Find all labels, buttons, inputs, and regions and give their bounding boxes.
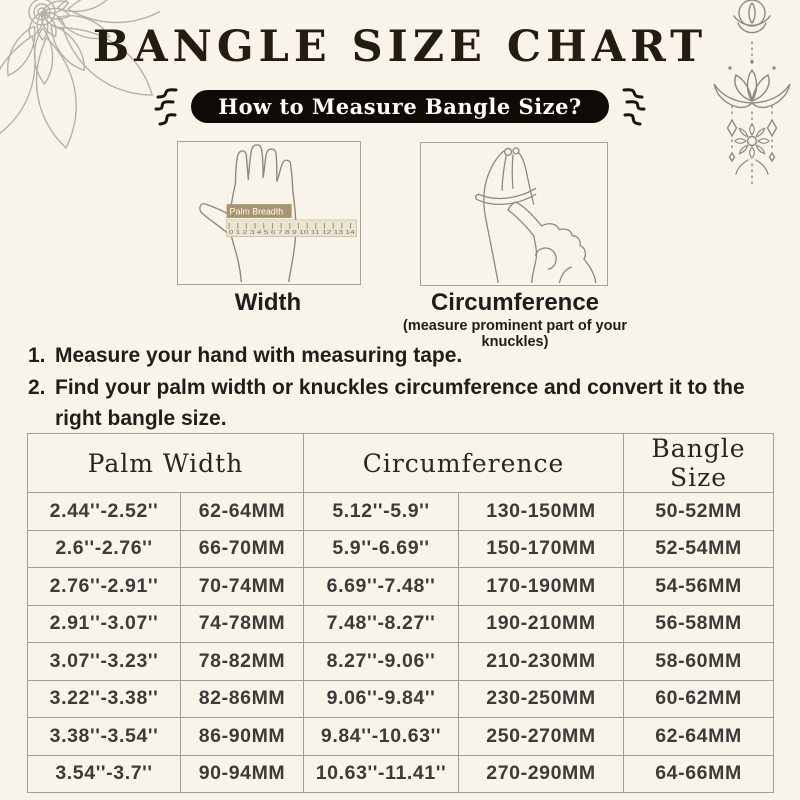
palm-width-in: 2.91''-3.07'' [28, 605, 181, 643]
circumference-mm: 250-270MM [459, 718, 624, 756]
bangle-size-mm: 58-60MM [624, 643, 774, 681]
circumference-subcaption: (measure prominent part of your knuckles) [403, 318, 627, 350]
table-header-row [28, 434, 774, 493]
bangle-size-mm: 60-62MM [624, 680, 774, 718]
instruction-step-2 [28, 372, 768, 435]
palm-width-mm: 62-64MM [181, 493, 304, 531]
table-row [28, 605, 774, 643]
bangle-size-table [27, 433, 774, 793]
how-to-measure-badge: How to Measure Bangle Size? [191, 90, 609, 123]
squiggle-left-icon [145, 84, 181, 128]
circumference-in: 7.48''-8.27'' [304, 605, 459, 643]
bangle-size-mm: 64-66MM [624, 755, 774, 793]
circumference-illustration [420, 142, 608, 286]
palm-width-in: 3.07''-3.23'' [28, 643, 181, 681]
bangle-size-mm: 62-64MM [624, 718, 774, 756]
palm-breadth-tape-label: Palm Breadth [229, 206, 284, 217]
step-number: 2. [28, 375, 46, 399]
badge-row [0, 84, 800, 128]
column-header-circumference: Circumference [304, 434, 624, 493]
instruction-step-1 [28, 340, 768, 372]
circumference-mm: 210-230MM [459, 643, 624, 681]
page-title: BANGLE SIZE CHART [92, 22, 708, 72]
palm-width-in: 3.38''-3.54'' [28, 718, 181, 756]
hand-with-ruler-drawing [178, 142, 358, 282]
circumference-mm: 190-210MM [459, 605, 624, 643]
table-row [28, 643, 774, 681]
circumference-in: 8.27''-9.06'' [304, 643, 459, 681]
table-row [28, 568, 774, 606]
circumference-in: 9.84''-10.63'' [304, 718, 459, 756]
palm-width-mm: 90-94MM [181, 755, 304, 793]
table-row [28, 718, 774, 756]
palm-width-in: 2.44''-2.52'' [28, 493, 181, 531]
squiggle-right-icon [619, 84, 655, 128]
palm-width-mm: 82-86MM [181, 680, 304, 718]
table-row [28, 530, 774, 568]
palm-width-in: 3.22''-3.38'' [28, 680, 181, 718]
column-header-bangle-size: Bangle Size [624, 434, 774, 493]
table-row [28, 493, 774, 531]
circumference-in: 5.12''-5.9'' [304, 493, 459, 531]
step-text: Find your palm width or knuckles circumference and convert it to the right bangle size. [55, 375, 745, 430]
table-row [28, 755, 774, 793]
palm-width-mm: 74-78MM [181, 605, 304, 643]
circumference-in: 10.63''-11.41'' [304, 755, 459, 793]
circumference-mm: 130-150MM [459, 493, 624, 531]
table-row [28, 680, 774, 718]
column-header-palm-width: Palm Width [28, 434, 304, 493]
palm-width-in: 2.76''-2.91'' [28, 568, 181, 606]
circumference-mm: 150-170MM [459, 530, 624, 568]
palm-width-mm: 70-74MM [181, 568, 304, 606]
palm-width-in: 2.6''-2.76'' [28, 530, 181, 568]
circumference-mm: 270-290MM [459, 755, 624, 793]
hand-with-tape-drawing [421, 143, 605, 283]
palm-width-mm: 86-90MM [181, 718, 304, 756]
circumference-in: 9.06''-9.84'' [304, 680, 459, 718]
circumference-mm: 230-250MM [459, 680, 624, 718]
width-illustration [177, 141, 361, 285]
circumference-in: 6.69''-7.48'' [304, 568, 459, 606]
step-number: 1. [28, 344, 46, 367]
step-text: Measure your hand with measuring tape. [55, 344, 463, 367]
bangle-size-mm: 54-56MM [624, 568, 774, 606]
bangle-size-mm: 56-58MM [624, 605, 774, 643]
bangle-size-mm: 50-52MM [624, 493, 774, 531]
palm-width-mm: 78-82MM [181, 643, 304, 681]
palm-width-mm: 66-70MM [181, 530, 304, 568]
circumference-caption-text: Circumference [430, 289, 600, 316]
bangle-size-mm: 52-54MM [624, 530, 774, 568]
circumference-mm: 170-190MM [459, 568, 624, 606]
width-caption: Width [234, 289, 302, 316]
palm-width-in: 3.54''-3.7'' [28, 755, 181, 793]
instructions [28, 340, 768, 435]
circumference-in: 5.9''-6.69'' [304, 530, 459, 568]
ruler-numbers: 0 1 2 3 4 5 6 7 8 9 10 11 12 13 14 [228, 230, 356, 237]
